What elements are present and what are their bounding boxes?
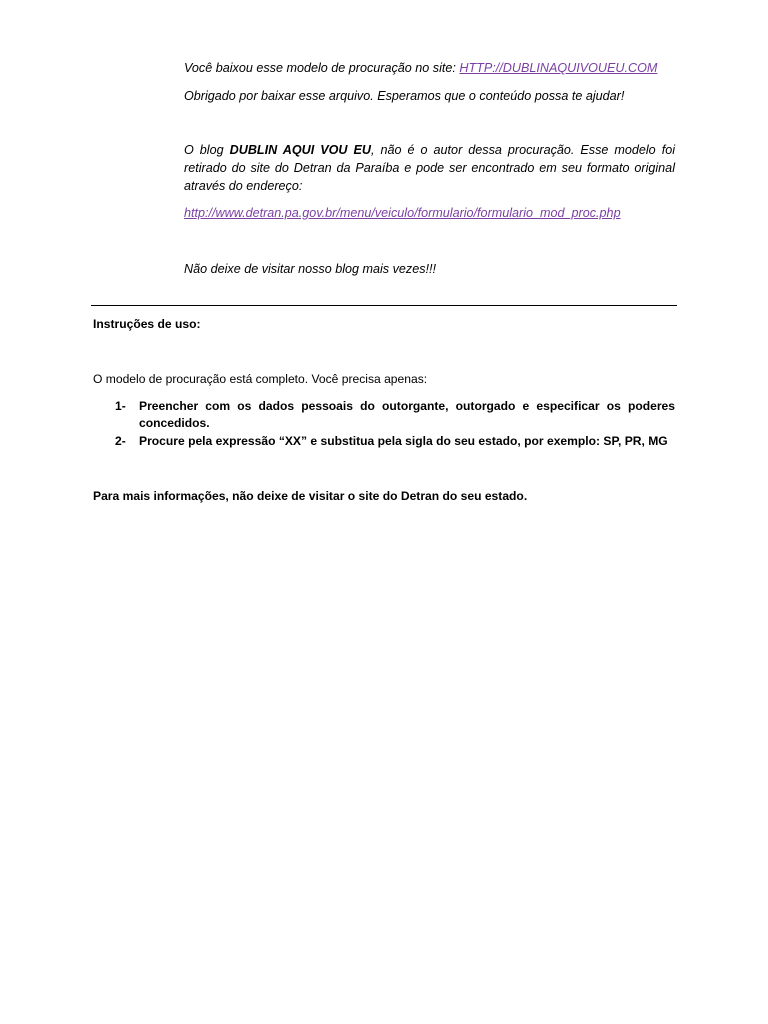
instructions-heading: Instruções de uso: — [93, 317, 201, 331]
instructions-lead: O modelo de procuração está completo. Você precisa apenas: — [93, 372, 428, 386]
blog-suffix: , não é o autor dessa procuração. Esse modelo foi retirado do site do Detran da Paraíba e pode ser encontrado em seu formato original através do endereço: — [184, 143, 675, 193]
section-divider — [91, 305, 677, 306]
list-item — [115, 433, 675, 450]
detran-form-link[interactable]: http://www.detran.pa.gov.br/menu/veiculo/formulario/formulario_mod_proc.php — [184, 206, 621, 220]
step-text: Procure pela expressão “XX” e substitua pela sigla do seu estado, por exemplo: SP, PR, MG — [139, 434, 668, 448]
blog-name: DUBLIN AQUI VOU EU — [229, 143, 372, 157]
instructions-list — [115, 398, 675, 451]
step-number: 1- — [115, 399, 126, 413]
thanks-text: Obrigado por baixar esse arquivo. Esperamos que o conteúdo possa te ajudar! — [184, 89, 625, 103]
footer-note: Para mais informações, não deixe de visitar o site do Detran do seu estado. — [93, 489, 528, 503]
step-text: Preencher com os dados pessoais do outorgante, outorgado e especificar os poderes concedidos. — [139, 399, 675, 430]
blog-site-link[interactable]: HTTP://DUBLINAQUIVOUEU.COM — [459, 61, 658, 75]
list-item — [115, 398, 675, 432]
download-text: Você baixou esse modelo de procuração no site: — [184, 61, 460, 75]
visit-blog-text: Não deixe de visitar nosso blog mais vezes!!! — [184, 262, 436, 276]
detran-link-line — [184, 204, 675, 222]
download-notice — [184, 59, 675, 77]
blog-prefix: O blog — [184, 143, 230, 157]
blog-disclaimer — [184, 141, 675, 195]
step-number: 2- — [115, 434, 126, 448]
